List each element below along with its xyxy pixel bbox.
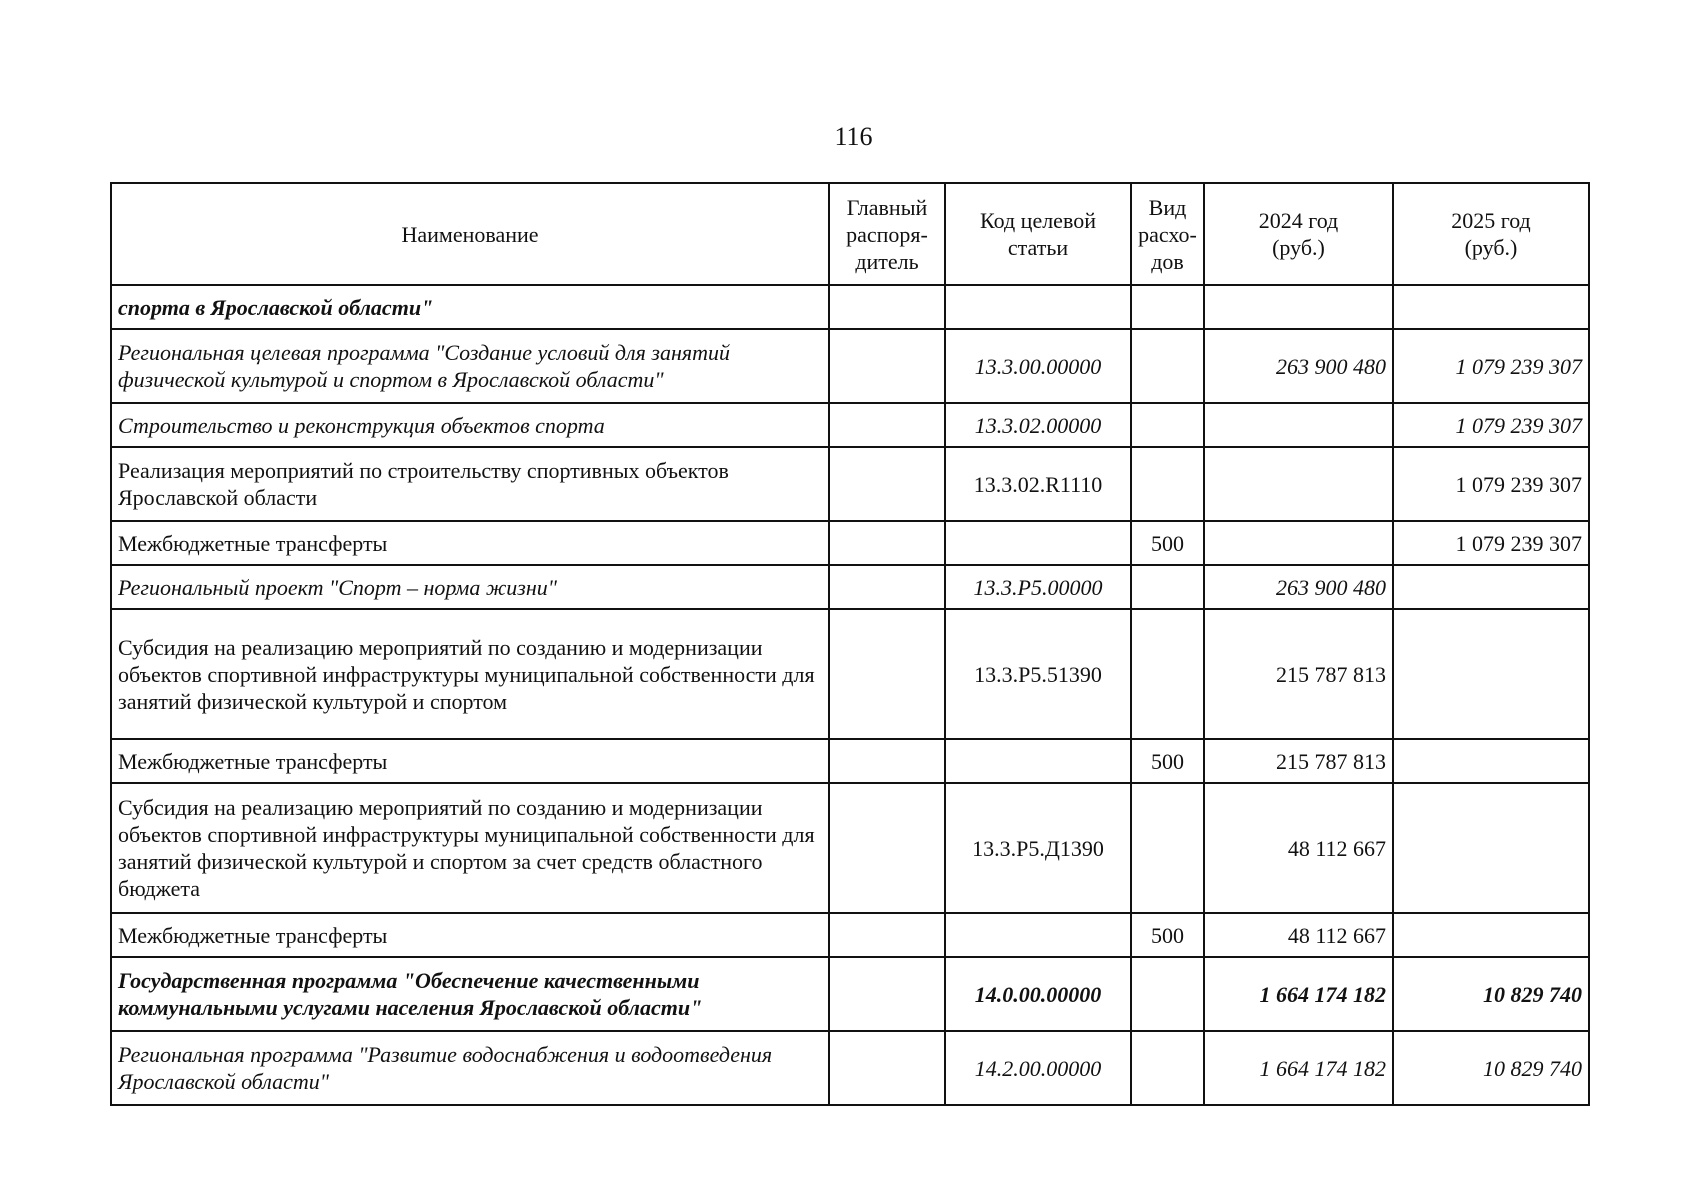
row-2025: 1 079 239 307 [1393,447,1589,521]
row-kind [1131,285,1204,329]
row-kind [1131,1031,1204,1105]
row-code: 13.3.P5.Д1390 [945,783,1131,913]
row-kind [1131,329,1204,403]
row-code [945,285,1131,329]
table-row [111,913,1589,957]
row-2024 [1204,447,1393,521]
budget-table [110,182,1590,1106]
row-2025 [1393,913,1589,957]
row-2024: 1 664 174 182 [1204,1031,1393,1105]
row-2024: 263 900 480 [1204,565,1393,609]
row-manager [829,609,945,739]
row-code: 13.3.P5.00000 [945,565,1131,609]
row-manager [829,521,945,565]
row-kind [1131,609,1204,739]
row-name: Региональный проект "Спорт – норма жизни" [111,565,829,609]
row-name: Субсидия на реализацию мероприятий по созданию и модернизации объектов спортивной инфраструктуры муниципальной собственности для занятий физической культурой и спортом за счет средств областного бюджета [111,783,829,913]
table-row [111,447,1589,521]
row-manager [829,329,945,403]
page-number: 116 [834,122,873,151]
table-row [111,403,1589,447]
row-name: Государственная программа "Обеспечение качественными коммунальными услугами населения Ярославской области" [111,957,829,1031]
row-kind [1131,403,1204,447]
row-name: Реализация мероприятий по строительству спортивных объектов Ярославской области [111,447,829,521]
row-2024: 48 112 667 [1204,913,1393,957]
row-2024: 48 112 667 [1204,783,1393,913]
table-body [111,285,1589,1105]
row-kind [1131,783,1204,913]
row-code: 13.3.00.00000 [945,329,1131,403]
table-row [111,739,1589,783]
row-code: 13.3.02.R1110 [945,447,1131,521]
row-code [945,913,1131,957]
row-name: Региональная программа "Развитие водоснабжения и водоотведения Ярославской области" [111,1031,829,1105]
row-code: 14.2.00.00000 [945,1031,1131,1105]
row-2024: 1 664 174 182 [1204,957,1393,1031]
row-code [945,739,1131,783]
table-row [111,521,1589,565]
row-kind [1131,957,1204,1031]
row-manager [829,403,945,447]
row-manager [829,447,945,521]
row-manager [829,285,945,329]
row-2025 [1393,783,1589,913]
row-manager [829,1031,945,1105]
row-code: 14.0.00.00000 [945,957,1131,1031]
row-2024: 215 787 813 [1204,609,1393,739]
header-code: Код целевой статьи [945,183,1131,285]
row-2025 [1393,565,1589,609]
header-manager: Главный распоря- дитель [829,183,945,285]
row-name: Строительство и реконструкция объектов спорта [111,403,829,447]
table-row [111,329,1589,403]
row-name: спорта в Ярославской области" [111,285,829,329]
row-2025: 10 829 740 [1393,1031,1589,1105]
header-kind: Вид расхо- дов [1131,183,1204,285]
table-row [111,285,1589,329]
header-name: Наименование [111,183,829,285]
row-name: Субсидия на реализацию мероприятий по созданию и модернизации объектов спортивной инфраструктуры муниципальной собственности для занятий физической культурой и спортом [111,609,829,739]
header-2025: 2025 год (руб.) [1393,183,1589,285]
row-code [945,521,1131,565]
row-2024: 215 787 813 [1204,739,1393,783]
header-2024: 2024 год (руб.) [1204,183,1393,285]
row-name: Межбюджетные трансферты [111,521,829,565]
row-name: Региональная целевая программа "Создание условий для занятий физической культурой и спортом в Ярославской области" [111,329,829,403]
row-kind [1131,565,1204,609]
row-code: 13.3.02.00000 [945,403,1131,447]
table-row [111,957,1589,1031]
table-row [111,609,1589,739]
table-row [111,565,1589,609]
row-2025: 1 079 239 307 [1393,403,1589,447]
row-kind: 500 [1131,739,1204,783]
row-name: Межбюджетные трансферты [111,739,829,783]
row-manager [829,957,945,1031]
row-2024: 263 900 480 [1204,329,1393,403]
row-kind: 500 [1131,913,1204,957]
row-2025 [1393,739,1589,783]
row-manager [829,565,945,609]
row-name: Межбюджетные трансферты [111,913,829,957]
row-2024 [1204,285,1393,329]
row-manager [829,739,945,783]
table-row [111,1031,1589,1105]
row-manager [829,783,945,913]
row-kind [1131,447,1204,521]
row-2025: 1 079 239 307 [1393,329,1589,403]
row-code: 13.3.P5.51390 [945,609,1131,739]
row-2025: 1 079 239 307 [1393,521,1589,565]
row-2024 [1204,403,1393,447]
table-row [111,783,1589,913]
table-header-row [111,183,1589,285]
row-2025: 10 829 740 [1393,957,1589,1031]
row-kind: 500 [1131,521,1204,565]
row-manager [829,913,945,957]
row-2025 [1393,285,1589,329]
row-2025 [1393,609,1589,739]
row-2024 [1204,521,1393,565]
